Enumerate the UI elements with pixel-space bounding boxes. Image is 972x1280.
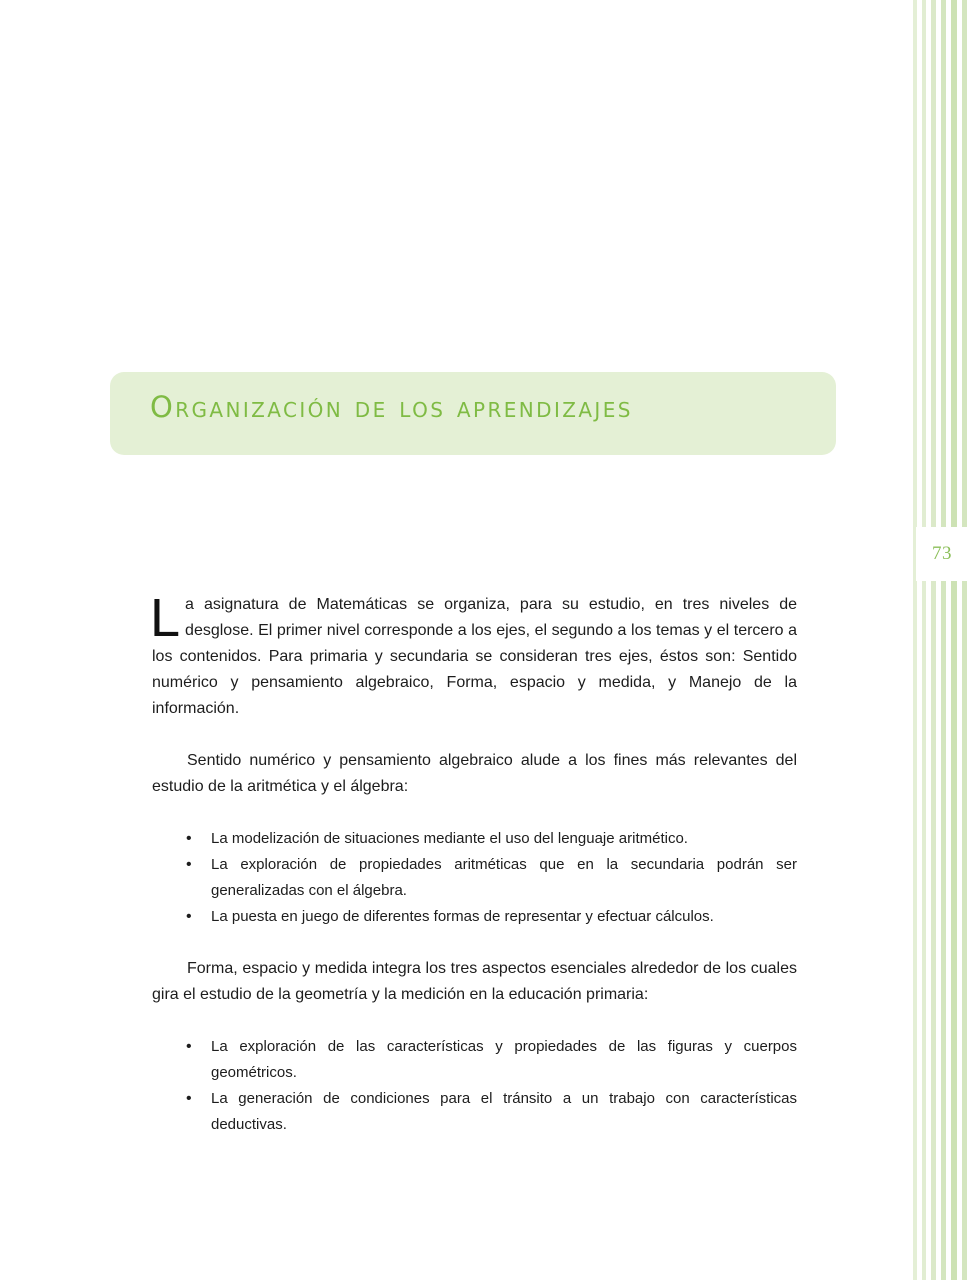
section2-paragraph: Forma, espacio y medida integra los tres aspectos esenciales alrededor de los cuales gira el estudio de la geometría y la medición en la educación primaria: [152,960,797,1003]
page-number: 73 [932,543,952,564]
section-heading: Organización de los aprendizajes [150,390,633,424]
intro-paragraph [150,588,797,722]
list-item: • La exploración de las características y propiedades de las figuras y cuerpos geométricos. [152,1034,797,1086]
bullet-icon: • [186,908,192,925]
list-item: • La exploración de propiedades aritméticas que en la secundaria podrán ser generalizadas con el álgebra. [152,852,797,904]
bullet-icon: • [186,856,192,873]
intro-text: a asignatura de Matemáticas se organiza, para su estudio, en tres niveles de desglose. El primer nivel corresponde a los ejes, el segundo a los temas y el tercero a los contenidos. Para primaria y secundaria se consideran tres ejes, éstos son: Sentido numérico y pensamiento algebraico, Forma, espacio y medida, y Manejo de la información. [152,596,797,717]
list-item: • La generación de condiciones para el tránsito a un trabajo con características deductivas. [152,1086,797,1138]
decorative-stripes [910,0,972,1280]
body-content [150,588,797,1138]
stripe [941,0,946,1280]
section1-paragraph: Sentido numérico y pensamiento algebraico alude a los fines más relevantes del estudio de la aritmética y el álgebra: [152,752,797,795]
section1-list [152,826,797,930]
stripe [962,0,967,1280]
list-item: • La puesta en juego de diferentes formas de representar y efectuar cálculos. [152,904,797,930]
stripe [931,0,936,1280]
stripe [922,0,926,1280]
bullet-icon: • [186,1038,192,1055]
list-item: • La modelización de situaciones mediante el uso del lenguaje aritmético. [152,826,797,852]
bullet-icon: • [186,830,192,847]
section2-list [152,1034,797,1138]
section-heading-box [110,372,836,455]
bullet-icon: • [186,1090,192,1107]
drop-cap: L [150,588,181,648]
stripe [913,0,917,1280]
stripe [951,0,957,1280]
